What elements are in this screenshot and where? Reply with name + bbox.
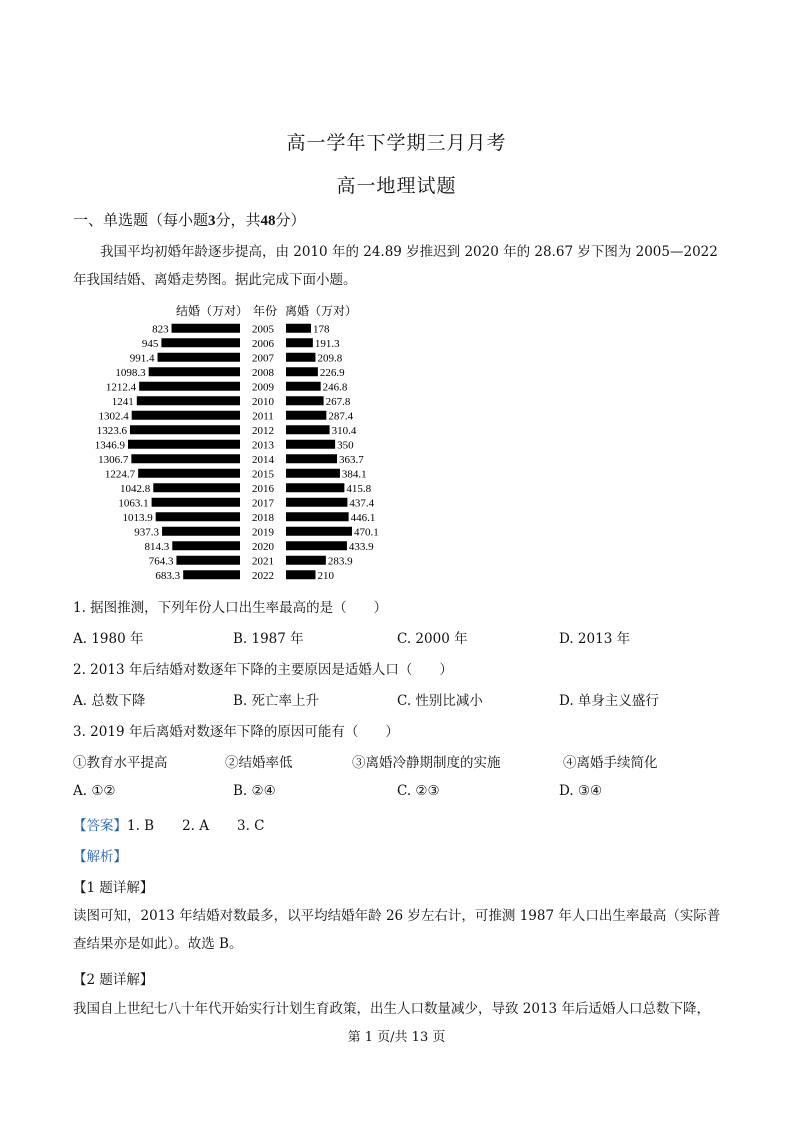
answer-1: 1. B <box>127 818 155 834</box>
answer-line <box>73 814 265 834</box>
year-label: 2011 <box>252 410 274 423</box>
divorce-bar <box>286 338 313 347</box>
marriage-value-label: 1042.8 <box>120 482 151 495</box>
marriage-value-label: 1224.7 <box>104 468 136 481</box>
year-label: 2008 <box>252 366 274 379</box>
year-label: 2018 <box>252 511 274 524</box>
divorce-bar <box>286 324 311 333</box>
divorce-bar <box>286 541 347 550</box>
marriage-bar <box>131 454 240 463</box>
intro-paragraph: 我国平均初婚年龄逐步提高，由 2010 年的 24.89 岁推迟到 2020 年的 28.67 岁下图为 2005—2022 年我国结婚、离婚走势图。据此完成下面小题。 <box>73 244 718 288</box>
marriage-bar <box>158 353 240 362</box>
divorce-bar <box>286 556 326 565</box>
marriage-value-label: 1302.4 <box>98 410 129 423</box>
divorce-value-label: 267.8 <box>325 395 351 408</box>
year-label: 2007 <box>252 352 274 365</box>
year-header: 年份 <box>252 304 278 318</box>
divorce-bar <box>286 440 335 449</box>
q3-statement-3: ③离婚冷静期制度的实施 <box>352 755 501 771</box>
year-label: 2019 <box>252 526 274 539</box>
marriage-bar <box>138 469 240 478</box>
divorce-value-label: 191.3 <box>314 337 340 350</box>
marriage-value-label: 1098.3 <box>115 366 146 379</box>
divorce-value-label: 415.8 <box>346 482 372 495</box>
marriage-bar <box>183 570 240 579</box>
marriage-value-label: 945 <box>141 337 159 350</box>
section-prefix: 一、单选题（每小题 <box>73 211 209 229</box>
year-label: 2022 <box>252 569 274 582</box>
answer-label: 【答案】 <box>73 818 127 834</box>
q2-option-d[interactable]: D. 单身主义盛行 <box>559 693 659 709</box>
divorce-value-label: 470.1 <box>354 526 379 539</box>
divorce-value-label: 437.4 <box>349 497 375 510</box>
section-total: 48 <box>260 213 276 229</box>
q1-option-d[interactable]: D. 2013 年 <box>559 631 631 647</box>
marriage-value-label: 1323.6 <box>96 424 127 437</box>
section-points-each: 3 <box>208 213 216 229</box>
divorce-header: 离婚（万对） <box>285 304 358 318</box>
marriage-bar <box>172 324 240 333</box>
marriage-bar <box>132 411 240 420</box>
q2-option-b[interactable]: B. 死亡率上升 <box>233 693 320 709</box>
marriage-value-label: 991.4 <box>129 352 155 365</box>
marriage-bar <box>162 527 240 536</box>
q3-option-b[interactable]: B. ②④ <box>233 783 276 799</box>
section-suffix: 分） <box>275 211 306 229</box>
divorce-bar <box>286 411 326 420</box>
divorce-value-label: 310.4 <box>331 424 357 437</box>
marriage-value-label: 1241 <box>111 395 134 408</box>
marriage-value-label: 814.3 <box>144 540 170 553</box>
marriage-value-label: 823 <box>152 323 169 336</box>
marriage-bar <box>149 367 240 376</box>
divorce-bar <box>286 469 340 478</box>
marriage-bar <box>128 440 240 449</box>
divorce-value-label: 209.8 <box>317 352 343 365</box>
divorce-value-label: 283.9 <box>327 555 353 568</box>
q3-statement-2: ②结婚率低 <box>225 755 293 771</box>
q1-option-a[interactable]: A. 1980 年 <box>73 631 144 647</box>
divorce-value-label: 210 <box>317 569 334 582</box>
marriage-bar <box>176 556 240 565</box>
marriage-value-label: 1346.9 <box>94 439 125 452</box>
analysis-label: 【解析】 <box>73 849 127 865</box>
marriage-bar <box>139 382 240 391</box>
divorce-bar <box>286 570 315 579</box>
divorce-value-label: 178 <box>312 323 330 336</box>
year-label: 2021 <box>252 555 274 568</box>
marriage-value-label: 1306.7 <box>98 453 129 466</box>
marriage-bar <box>156 512 240 521</box>
year-label: 2009 <box>252 381 274 394</box>
q2-option-a[interactable]: A. 总数下降 <box>73 693 146 709</box>
detail-2-label: 【2 题详解】 <box>73 972 154 988</box>
answer-3: 3. C <box>237 818 265 834</box>
divorce-bar <box>286 498 347 507</box>
marriage-bar <box>130 425 240 434</box>
q1-option-c[interactable]: C. 2000 年 <box>397 631 468 647</box>
year-label: 2017 <box>252 497 274 510</box>
marriage-value-label: 1063.1 <box>118 497 149 510</box>
marriage-bar <box>161 338 240 347</box>
q3-statement-4: ④离婚手续简化 <box>563 755 658 771</box>
marriage-value-label: 764.3 <box>148 555 174 568</box>
detail-2-text: 我国自上世纪七八十年代开始实行计划生育政策，出生人口数量减少，导致 2013 年后适婚人口总数下降， <box>73 1001 710 1017</box>
question-2-stem: 2. 2013 年后结婚对数逐年下降的主要原因是适婚人口（ ） <box>73 662 453 678</box>
marriage-value-label: 937.3 <box>134 526 160 539</box>
marriage-value-label: 1013.9 <box>122 511 153 524</box>
marriage-header: 结婚（万对） <box>175 304 248 318</box>
divorce-value-label: 350 <box>337 439 354 452</box>
detail-1-label: 【1 题详解】 <box>73 880 154 896</box>
q2-option-c[interactable]: C. 性别比减小 <box>397 693 483 709</box>
divorce-bar <box>286 454 337 463</box>
question-3-stem: 3. 2019 年后离婚对数逐年下降的原因可能有（ ） <box>73 724 399 740</box>
divorce-bar <box>286 382 321 391</box>
divorce-value-label: 246.8 <box>322 381 348 394</box>
section-heading <box>73 209 306 230</box>
q3-option-d[interactable]: D. ③④ <box>559 783 603 799</box>
year-label: 2013 <box>252 439 274 452</box>
year-label: 2006 <box>252 337 274 350</box>
marriage-divorce-chart <box>94 296 410 586</box>
year-label: 2012 <box>252 424 274 437</box>
year-label: 2010 <box>252 395 274 408</box>
year-label: 2005 <box>252 323 274 336</box>
divorce-bar <box>286 396 324 405</box>
answer-2: 2. A <box>182 818 210 834</box>
detail-1-text: 读图可知，2013 年结婚对数最多，以平均结婚年龄 26 岁左右计，可推测 1987 年人口出生率最高（实际普查结果亦是如此）。故选 B。 <box>73 908 721 952</box>
question-1-stem: 1. 据图推测，下列年份人口出生率最高的是（ ） <box>73 600 388 616</box>
divorce-bar <box>286 512 349 521</box>
year-label: 2015 <box>252 468 274 481</box>
year-label: 2014 <box>252 453 274 466</box>
divorce-value-label: 433.9 <box>348 540 374 553</box>
marriage-bar <box>152 498 240 507</box>
exam-title: 高一学年下学期三月月考 <box>286 132 507 154</box>
divorce-value-label: 363.7 <box>339 453 364 466</box>
divorce-bar <box>286 367 318 376</box>
divorce-bar <box>286 527 352 536</box>
exam-subtitle: 高一地理试题 <box>336 175 457 197</box>
q3-option-c[interactable]: C. ②③ <box>397 783 440 799</box>
marriage-bar <box>153 483 240 492</box>
marriage-bar <box>137 396 240 405</box>
q3-statement-1: ①教育水平提高 <box>73 755 168 771</box>
marriage-value-label: 1212.4 <box>105 381 137 394</box>
divorce-value-label: 446.1 <box>350 511 376 524</box>
q1-option-b[interactable]: B. 1987 年 <box>233 631 304 647</box>
divorce-value-label: 287.4 <box>328 410 354 423</box>
marriage-value-label: 683.3 <box>155 569 181 582</box>
year-label: 2016 <box>252 482 274 495</box>
divorce-bar <box>286 353 315 362</box>
divorce-bar <box>286 425 330 434</box>
divorce-value-label: 226.9 <box>319 366 345 379</box>
marriage-bar <box>172 541 240 550</box>
divorce-bar <box>286 483 344 492</box>
divorce-value-label: 384.1 <box>341 468 367 481</box>
section-middle: 分，共 <box>215 211 261 229</box>
page-footer: 第 1 页/共 13 页 <box>347 1030 446 1045</box>
year-label: 2020 <box>252 540 274 553</box>
q3-option-a[interactable]: A. ①② <box>73 783 116 799</box>
